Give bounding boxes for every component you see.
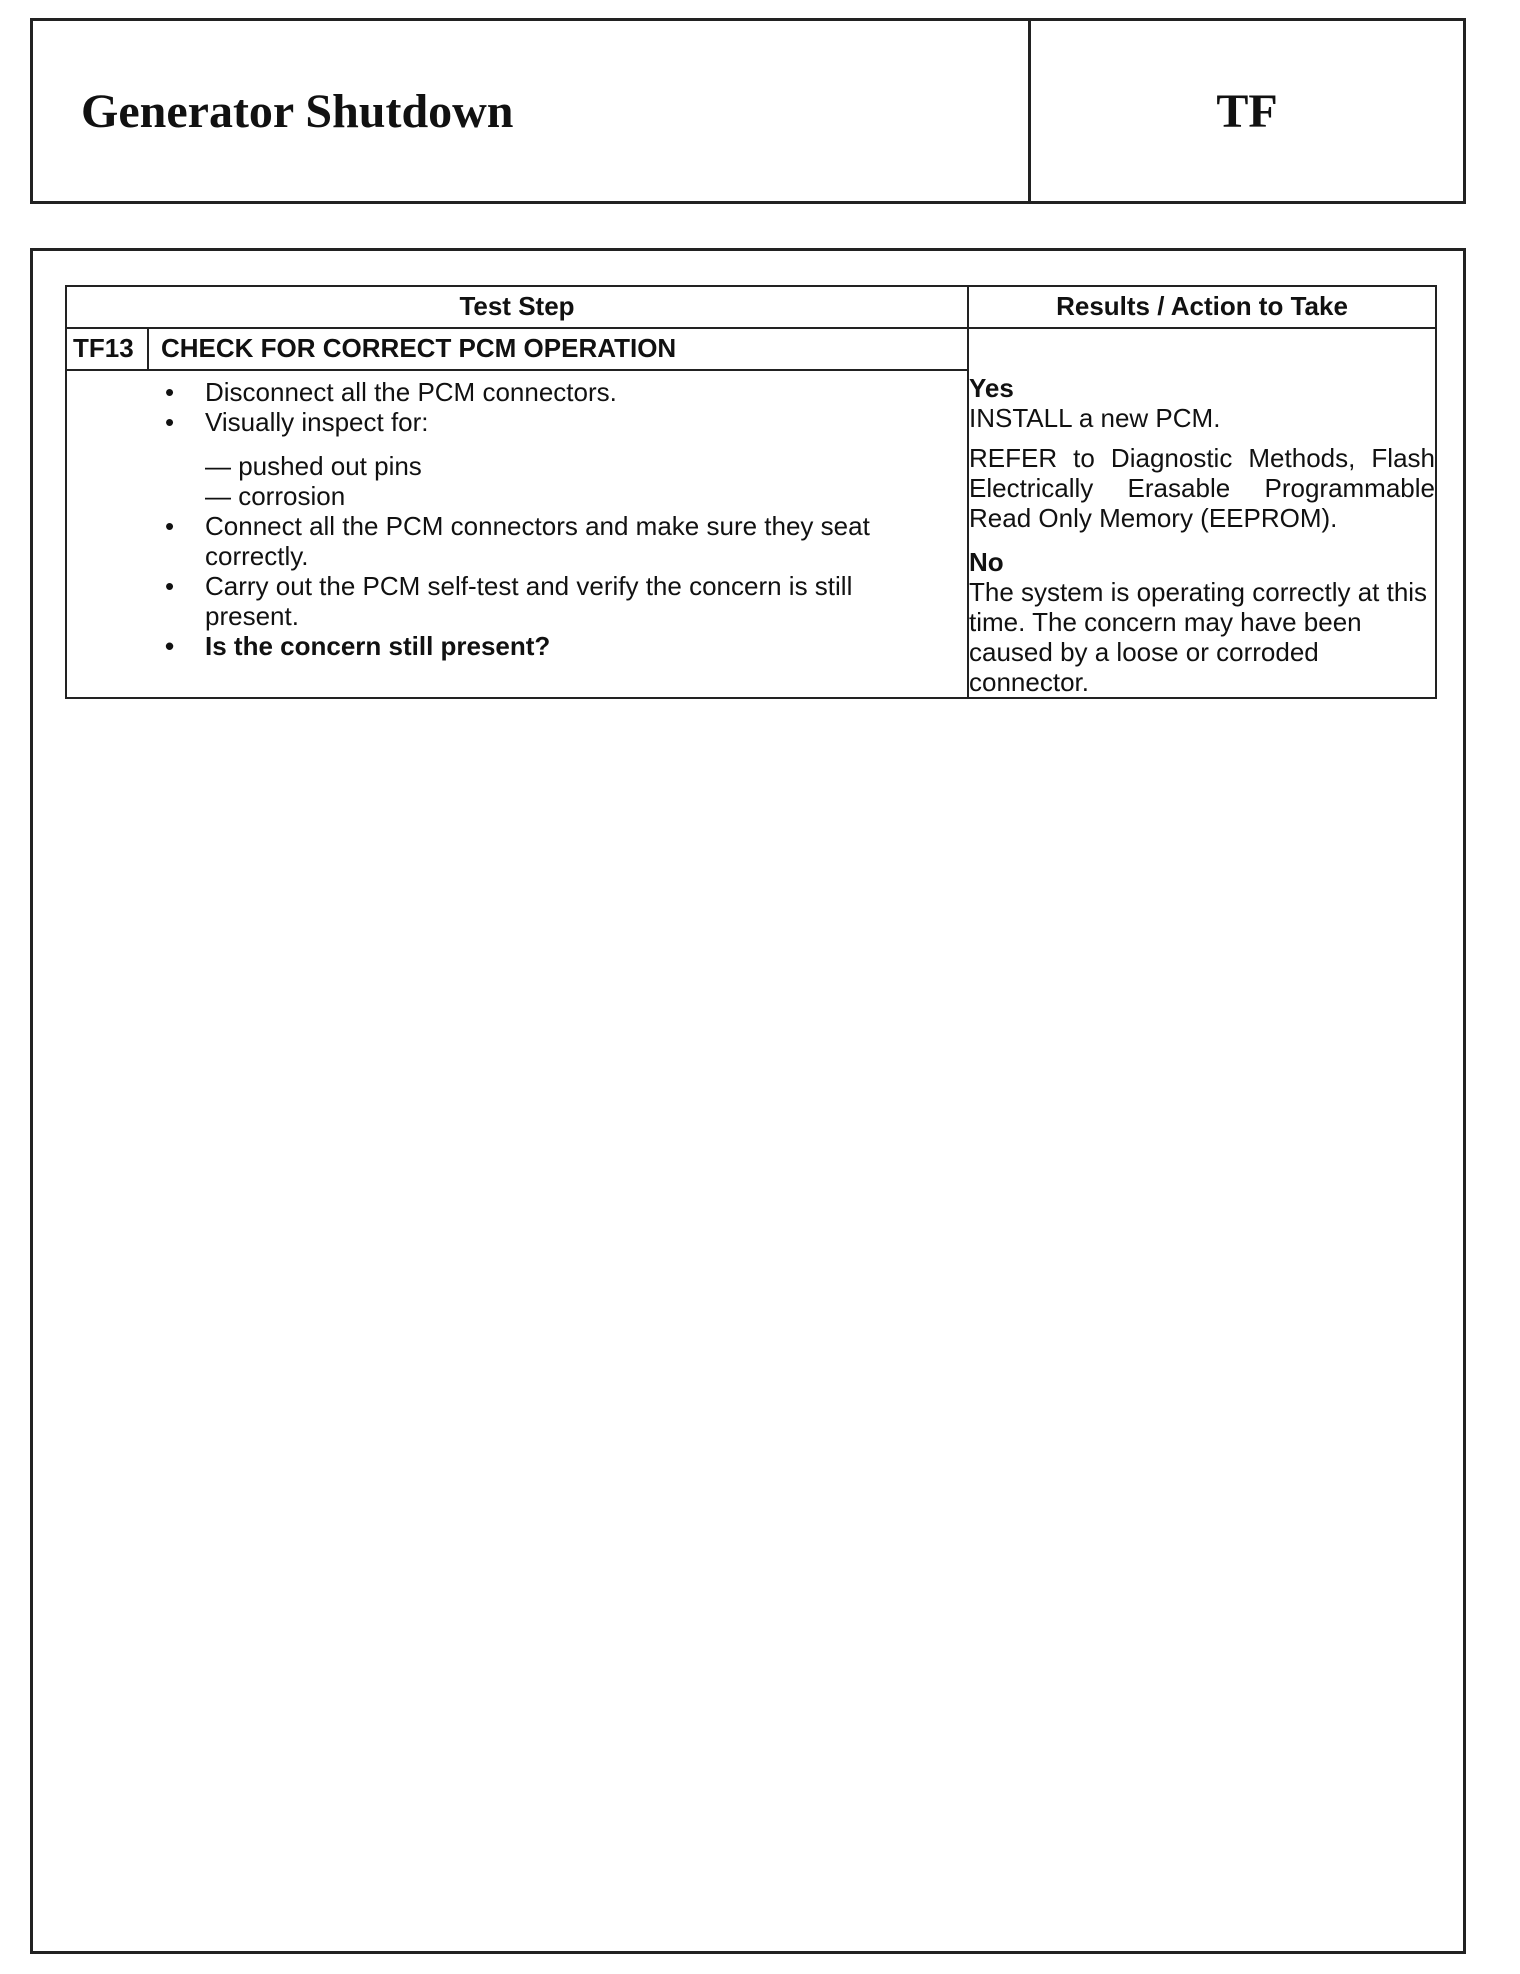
list-item [67, 571, 967, 631]
test-step-table [65, 285, 1437, 699]
section-code: TF [1216, 84, 1278, 138]
bullet-text: Carry out the PCM self-test and verify the concern is still present. [205, 571, 853, 631]
page-title: Generator Shutdown [33, 21, 1031, 201]
bullet-icon: • [165, 511, 175, 541]
list-item [67, 407, 967, 437]
yes-action: INSTALL a new PCM. [969, 403, 1221, 433]
content-frame [30, 248, 1466, 1954]
page-header [30, 18, 1466, 204]
step-title: CHECK FOR CORRECT PCM OPERATION [161, 333, 677, 363]
bullet-text: Visually inspect for: [205, 407, 429, 437]
bullet-text: Disconnect all the PCM connectors. [205, 377, 617, 407]
step-bullet-list [67, 377, 967, 437]
table-header-row [66, 286, 1436, 328]
step-question: Is the concern still present? [205, 631, 551, 661]
bullet-text: Connect all the PCM connectors and make sure they seat correctly. [205, 511, 870, 571]
yes-refer: REFER to Diagnostic Methods, Flash Electrically Erasable Programmable Read Only Memory (EEPROM). [969, 443, 1435, 533]
results-cell [968, 328, 1436, 698]
step-bullet-list-continued [67, 511, 967, 661]
list-item [67, 377, 967, 407]
list-item [67, 631, 967, 661]
inspect-sub-list [67, 451, 967, 511]
step-heading [67, 329, 967, 369]
step-id: TF13 [67, 329, 149, 369]
step-body [67, 369, 967, 693]
no-text: The system is operating correctly at this time. The concern may have been caused by a loose or corroded connector. [969, 577, 1428, 697]
column-header-test-step: Test Step [66, 286, 968, 328]
no-label: No [969, 547, 1004, 577]
list-item: — corrosion [205, 481, 346, 511]
yes-label: Yes [969, 373, 1014, 403]
list-item [67, 511, 967, 571]
bullet-icon: • [165, 377, 175, 407]
test-step-cell [66, 328, 968, 698]
bullet-icon: • [165, 571, 175, 601]
column-header-results: Results / Action to Take [968, 286, 1436, 328]
list-item: — pushed out pins [205, 451, 422, 481]
bullet-icon: • [165, 631, 175, 661]
table-row [66, 328, 1436, 698]
bullet-icon: • [165, 407, 175, 437]
